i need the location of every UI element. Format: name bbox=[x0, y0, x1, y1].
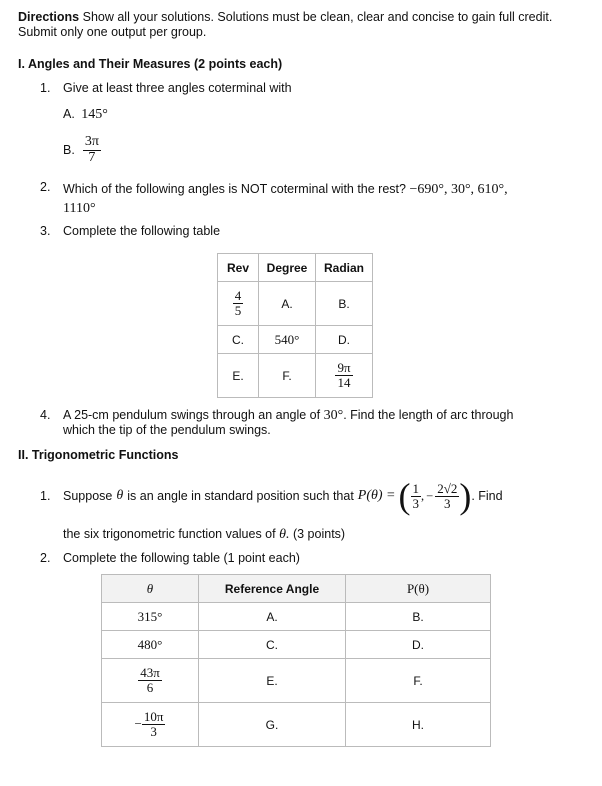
cell-degree: F. bbox=[259, 354, 316, 398]
option-a-value: 145° bbox=[81, 107, 108, 122]
cell-radian: D. bbox=[316, 326, 373, 354]
table-row bbox=[218, 354, 373, 398]
table-row bbox=[102, 659, 491, 703]
cell-reference-angle: A. bbox=[199, 603, 346, 631]
cell-rev: E. bbox=[218, 354, 259, 398]
header-rev: Rev bbox=[218, 254, 259, 282]
s1-q2-number: 2. bbox=[40, 180, 51, 194]
cell-p-theta: F. bbox=[346, 659, 491, 703]
cell-p-theta: H. bbox=[346, 703, 491, 747]
section-2-heading: II. Trigonometric Functions bbox=[18, 448, 179, 462]
option-b-numerator: 3π bbox=[84, 133, 99, 149]
cell-degree: 540° bbox=[259, 326, 316, 354]
cell-theta: $\frac{43\pi}{6}$ bbox=[102, 659, 199, 703]
s1-q3-number: 3. bbox=[40, 224, 51, 238]
table-row bbox=[102, 631, 491, 659]
x-coordinate: $\frac{1}{3}$ bbox=[412, 480, 419, 511]
header-theta: θ bbox=[102, 575, 199, 603]
header-degree: Degree bbox=[259, 254, 316, 282]
s2-q1-text: Suppose θ is an angle in standard position such that P(θ) = ( $\frac{1}{3}$ , − $\frac{2√2}{3}$ ) . Find bbox=[63, 476, 503, 516]
cell-theta: − $\frac{10\pi}{3}$ bbox=[102, 703, 199, 747]
directions bbox=[18, 10, 583, 40]
header-p-theta: P(θ) bbox=[346, 575, 491, 603]
s2-q1-line2: the six trigonometric function values of θ. (3 points) bbox=[63, 527, 346, 542]
directions-label: Directions bbox=[18, 10, 80, 24]
cell-p-theta: D. bbox=[346, 631, 491, 659]
s1-q1-number: 1. bbox=[40, 81, 51, 95]
cell-theta: 480° bbox=[102, 631, 199, 659]
cell-degree: A. bbox=[259, 282, 316, 326]
option-a-label: A. bbox=[63, 107, 75, 121]
s1-q1-option-b bbox=[63, 129, 101, 171]
s1-q2-text bbox=[63, 180, 583, 218]
cell-radian: $\frac{9\pi}{14}$ bbox=[316, 354, 373, 398]
s1-q2-angles: −690°, 30°, 610°, bbox=[409, 182, 508, 197]
option-b-denominator: 7 bbox=[88, 149, 96, 165]
s1-q1-option-a bbox=[63, 107, 108, 123]
cell-p-theta: B. bbox=[346, 603, 491, 631]
p-of-theta: P(θ) = bbox=[357, 488, 396, 503]
rev-degree-radian-table bbox=[217, 253, 373, 398]
cell-reference-angle: E. bbox=[199, 659, 346, 703]
cell-rev: $\frac{4}{5}$ bbox=[218, 282, 259, 326]
s1-q2-angles-line2: 1110° bbox=[63, 201, 96, 216]
reference-angle-table bbox=[101, 574, 491, 747]
s1-q1-text: Give at least three angles coterminal with bbox=[63, 81, 292, 95]
cell-rev: C. bbox=[218, 326, 259, 354]
header-reference-angle: Reference Angle bbox=[199, 575, 346, 603]
cell-radian: B. bbox=[316, 282, 373, 326]
option-b-label: B. bbox=[63, 143, 75, 157]
table-row bbox=[218, 326, 373, 354]
option-b-fraction bbox=[83, 135, 101, 165]
directions-text: Show all your solutions. Solutions must be clean, clear and concise to gain full credit. Submit only one output per group. bbox=[18, 10, 553, 39]
y-coordinate: $\frac{2√2}{3}$ bbox=[437, 480, 458, 511]
s2-q2-number: 2. bbox=[40, 551, 51, 565]
table-row bbox=[102, 603, 491, 631]
s2-q1-number: 1. bbox=[40, 489, 51, 503]
s1-q2-question: Which of the following angles is NOT coterminal with the rest? bbox=[63, 182, 406, 196]
table-row bbox=[102, 703, 491, 747]
table-row bbox=[218, 282, 373, 326]
s1-q4-text: A 25-cm pendulum swings through an angle of 30°. Find the length of arc through which the tip of the pendulum swings. bbox=[63, 408, 514, 437]
s1-q4-angle: 30° bbox=[323, 408, 344, 423]
cell-reference-angle: C. bbox=[199, 631, 346, 659]
section-1-heading: I. Angles and Their Measures (2 points each) bbox=[18, 57, 283, 71]
header-radian: Radian bbox=[316, 254, 373, 282]
s1-q3-text: Complete the following table bbox=[63, 224, 221, 238]
s2-q2-text: Complete the following table (1 point each) bbox=[63, 551, 300, 565]
cell-theta: 315° bbox=[102, 603, 199, 631]
cell-reference-angle: G. bbox=[199, 703, 346, 747]
s1-q4-number: 4. bbox=[40, 408, 51, 422]
